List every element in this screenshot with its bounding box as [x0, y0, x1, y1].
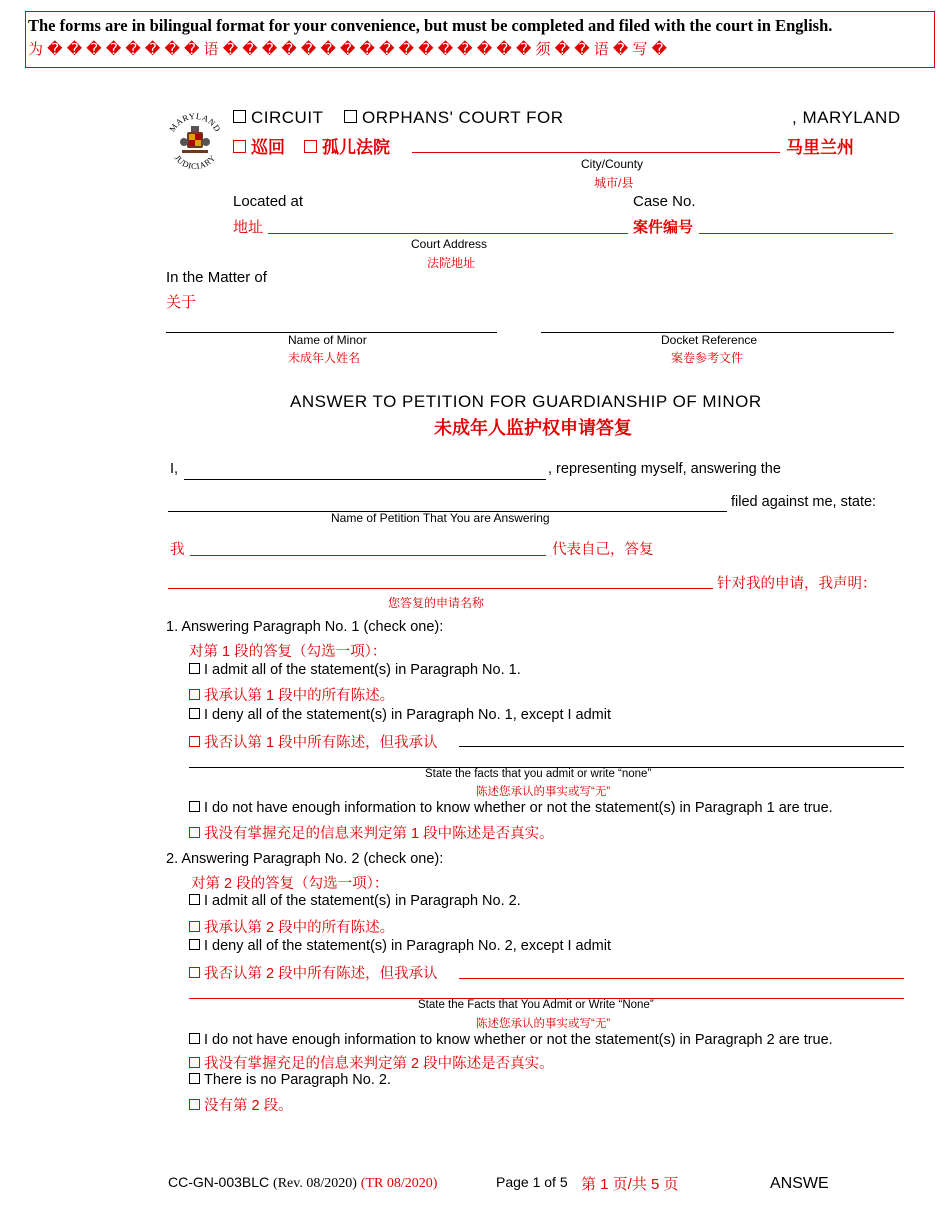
para2-noinfo-checkbox-zh[interactable] — [189, 1057, 200, 1068]
i-label-zh: 我 — [170, 542, 185, 558]
form-title-en: ANSWER TO PETITION FOR GUARDIANSHIP OF MINOR — [290, 392, 762, 411]
para1-noinfo-option: I do not have enough information to know whether or not the statement(s) in Paragraph 1 are true. — [189, 800, 833, 816]
para2-admit-checkbox[interactable] — [189, 894, 200, 905]
para2-admit-option: I admit all of the statement(s) in Paragraph No. 2. — [189, 893, 521, 909]
para2-facts-label-en: State the Facts that You Admit or Write “None” — [418, 999, 654, 1011]
footer-short-title: ANSWE — [770, 1175, 829, 1192]
petition-label-en: Name of Petition That You are Answering — [331, 511, 550, 525]
para1-noinfo-checkbox[interactable] — [189, 801, 200, 812]
para2-noinfo-option: I do not have enough information to know whether or not the statement(s) in Paragraph 2 are true. — [189, 1032, 833, 1048]
para2-heading-en: 2. Answering Paragraph No. 2 (check one): — [166, 851, 444, 867]
para2-deny-checkbox[interactable] — [189, 939, 200, 950]
para2-facts-label-zh: 陈述您承认的事实或写“无” — [476, 1018, 611, 1030]
orphans-option-en: ORPHANS' COURT FOR — [344, 108, 563, 128]
para2-noinfo-option-zh: 我没有掌握充足的信息来判定第 2 段中陈述是否真实。 — [189, 1052, 554, 1073]
para2-none-checkbox[interactable] — [189, 1073, 200, 1084]
para1-facts-label-en: State the facts that you admit or write “none” — [425, 768, 652, 780]
para1-heading-zh: 对第 1 段的答复（勾选一项）： — [189, 644, 387, 660]
svg-text:JUDICIARY — [173, 153, 218, 171]
i-label-en: I, — [170, 461, 179, 477]
footer-form-id — [168, 1174, 437, 1192]
para2-deny-option-zh: 我否认第 2 段中所有陈述，但我承认 — [189, 962, 438, 983]
docket-label-en: Docket Reference — [661, 333, 758, 347]
para2-none-option: There is no Paragraph No. 2. — [189, 1072, 391, 1088]
para1-heading-en: 1. Answering Paragraph No. 1 (check one): — [166, 619, 444, 635]
case-no-label-zh: 案件编号 — [633, 219, 694, 236]
located-at-label-zh: 地址 — [233, 219, 264, 236]
form-revision: (Rev. 08/2020) — [273, 1176, 357, 1191]
para2-none-checkbox-zh[interactable] — [189, 1099, 200, 1110]
para1-admit-checkbox[interactable] — [189, 663, 200, 674]
located-at-label-en: Located at — [233, 193, 304, 210]
para1-admit-option: I admit all of the statement(s) in Paragraph No. 1. — [189, 662, 521, 678]
circuit-option-zh: 巡回 — [233, 133, 285, 158]
para1-noinfo-option-zh: 我没有掌握充足的信息来判定第 1 段中陈述是否真实。 — [189, 822, 554, 843]
form-title-zh: 未成年人监护权申请答复 — [434, 418, 632, 438]
docket-label-zh: 案卷参考文件 — [671, 351, 744, 365]
notice-english: The forms are in bilingual format for your convenience, but must be completed and filed with the court in English. — [28, 16, 833, 35]
city-county-field[interactable] — [412, 152, 780, 153]
maryland-label-zh: 马里兰州 — [786, 138, 854, 157]
circuit-checkbox[interactable] — [233, 110, 246, 123]
para2-admit-facts-field[interactable] — [459, 978, 904, 979]
footer-page-en: Page 1 of 5 — [496, 1174, 568, 1190]
city-county-label-zh: 城市/县 — [594, 176, 634, 190]
form-id: CC-GN-003BLC — [168, 1174, 270, 1190]
para2-noinfo-checkbox[interactable] — [189, 1033, 200, 1044]
maryland-label-en: , MARYLAND — [792, 108, 901, 127]
court-address-field[interactable] — [268, 233, 628, 234]
court-address-label-en: Court Address — [411, 237, 488, 251]
para1-deny-checkbox-zh[interactable] — [189, 736, 200, 747]
representing-label-zh: 代表自己，答复 — [552, 542, 654, 558]
footer-page-zh: 第 1 页/共 5 页 — [581, 1176, 679, 1193]
case-no-field[interactable] — [699, 233, 893, 234]
city-county-label-en: City/County — [581, 157, 644, 171]
para2-admit-option-zh: 我承认第 2 段中的所有陈述。 — [189, 916, 394, 937]
para1-admit-checkbox-zh[interactable] — [189, 689, 200, 700]
circuit-checkbox-zh[interactable] — [233, 140, 246, 153]
para1-deny-option: I deny all of the statement(s) in Paragraph No. 1, except I admit — [189, 707, 611, 723]
notice-chinese: 为 � � � � � � � � 语 � � � � � � � � � � � � � � � � 须 � � 语 � 写 � — [28, 41, 668, 58]
petition-label-zh: 您答复的申请名称 — [388, 596, 485, 610]
case-no-label-en: Case No. — [633, 193, 696, 210]
representing-label-en: , representing myself, answering the — [548, 461, 781, 477]
para1-deny-checkbox[interactable] — [189, 708, 200, 719]
para1-facts-label-zh: 陈述您承认的事实或写“无” — [476, 786, 611, 798]
orphans-court-checkbox-zh[interactable] — [304, 140, 317, 153]
para2-deny-checkbox-zh[interactable] — [189, 967, 200, 978]
para1-admit-facts-field[interactable] — [459, 746, 904, 747]
in-matter-label-zh: 关于 — [166, 294, 197, 311]
bilingual-notice — [25, 11, 935, 68]
para2-deny-option: I deny all of the statement(s) in Paragraph No. 2, except I admit — [189, 938, 611, 954]
name-minor-label-en: Name of Minor — [288, 333, 367, 347]
court-address-label-zh: 法院地址 — [427, 256, 476, 270]
para1-noinfo-checkbox-zh[interactable] — [189, 827, 200, 838]
para2-none-option-zh: 没有第 2 段。 — [189, 1094, 293, 1115]
in-matter-label-en: In the Matter of — [166, 269, 267, 286]
name-minor-label-zh: 未成年人姓名 — [288, 351, 361, 365]
orphans-court-checkbox[interactable] — [344, 110, 357, 123]
seal-top-text: MARYLAND — [167, 110, 224, 134]
para2-heading-zh: 对第 2 段的答复（勾选一项）： — [191, 876, 389, 892]
name-field-en[interactable] — [184, 479, 546, 480]
para2-admit-checkbox-zh[interactable] — [189, 921, 200, 932]
maryland-judiciary-seal-icon — [164, 108, 226, 174]
para1-admit-option-zh: 我承认第 1 段中的所有陈述。 — [189, 684, 394, 705]
orphans-option-zh: 孤儿法院 — [304, 133, 390, 158]
filed-label-en: filed against me, state: — [731, 494, 877, 510]
petition-name-field-zh[interactable] — [168, 588, 713, 589]
name-field-zh[interactable] — [190, 555, 546, 556]
translation-revision: (TR 08/2020) — [360, 1176, 438, 1191]
seal-bottom-text: JUDICIARY — [172, 152, 218, 172]
filed-label-zh: 针对我的申请，我声明： — [717, 576, 877, 592]
circuit-option-en: CIRCUIT — [233, 108, 323, 128]
para1-deny-option-zh: 我否认第 1 段中所有陈述，但我承认 — [189, 731, 438, 752]
